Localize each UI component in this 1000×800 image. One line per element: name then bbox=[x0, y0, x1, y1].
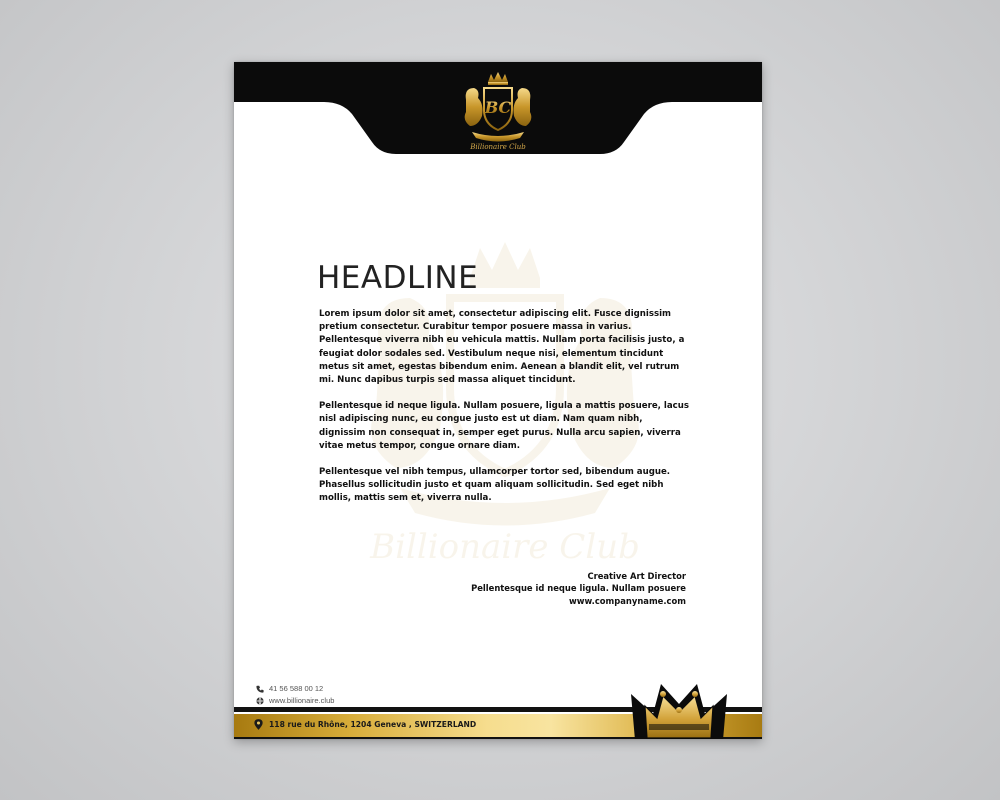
paragraph-3: Pellentesque vel nibh tempus, ullamcorper tortor sed, bibendum augue. Phasellus sollicitudin justo et quam aliquam sollicitudin. Sed eget nibh mollis, mattis sem et, viverra nulla. bbox=[319, 467, 671, 504]
address-text: 118 rue du Rhône, 1204 Geneva , SWITZERLAND bbox=[269, 720, 477, 729]
contact-website[interactable]: www.billionaire.club bbox=[269, 696, 335, 705]
signature-block bbox=[471, 570, 686, 607]
letterhead-page bbox=[234, 62, 762, 739]
paragraph-2: Pellentesque id neque ligula. Nullam posuere, ligula a mattis posuere, lacus nisl adipiscing nunc, eu congue justo est ut diam. Nam quam nibh, dignissim non consequat in, semper eget purus. Nulla arcu sapien, viverra vitae metus tempor, congue ornare diam. bbox=[319, 401, 690, 451]
paragraph-1: Lorem ipsum dolor sit amet, consectetur adipiscing elit. Fusce dignissim pretium consectetur. Curabitur tempor posuere massa in varius. Pellentesque viverra nibh eu vehicula mattis. Nullam porta facilisis justo, a feugiat dolor sodales sed. Vestibulum neque nisi, elementum tincidunt metus sit amet, egestas bibendum enim. Aenean a blandit elit, vel rutrum mi. Nunc dapibus turpis sed massa aliquet tincidunt. bbox=[319, 309, 685, 386]
headline: HEADLINE bbox=[317, 260, 479, 296]
signature-title: Creative Art Director bbox=[587, 571, 686, 581]
watermark-brand-name: Billionaire Club bbox=[370, 527, 640, 567]
crown-icon bbox=[629, 680, 729, 739]
globe-icon bbox=[256, 697, 264, 705]
contact-phone: 41 56 588 00 12 bbox=[269, 684, 324, 693]
phone-icon bbox=[256, 685, 264, 693]
crest-monogram: BC bbox=[484, 98, 512, 117]
contact-phone-row bbox=[256, 683, 334, 695]
crest-logo bbox=[458, 70, 538, 150]
contact-block bbox=[256, 683, 334, 707]
signature-website: www.companyname.com bbox=[568, 595, 686, 606]
contact-website-row bbox=[256, 695, 334, 707]
signature-line: Pellentesque id neque ligula. Nullam posuere bbox=[471, 583, 686, 594]
location-pin-icon bbox=[254, 719, 263, 730]
crest-brand-name: Billionaire Club bbox=[470, 143, 526, 150]
letter-body bbox=[319, 308, 691, 519]
address-row bbox=[254, 719, 476, 730]
